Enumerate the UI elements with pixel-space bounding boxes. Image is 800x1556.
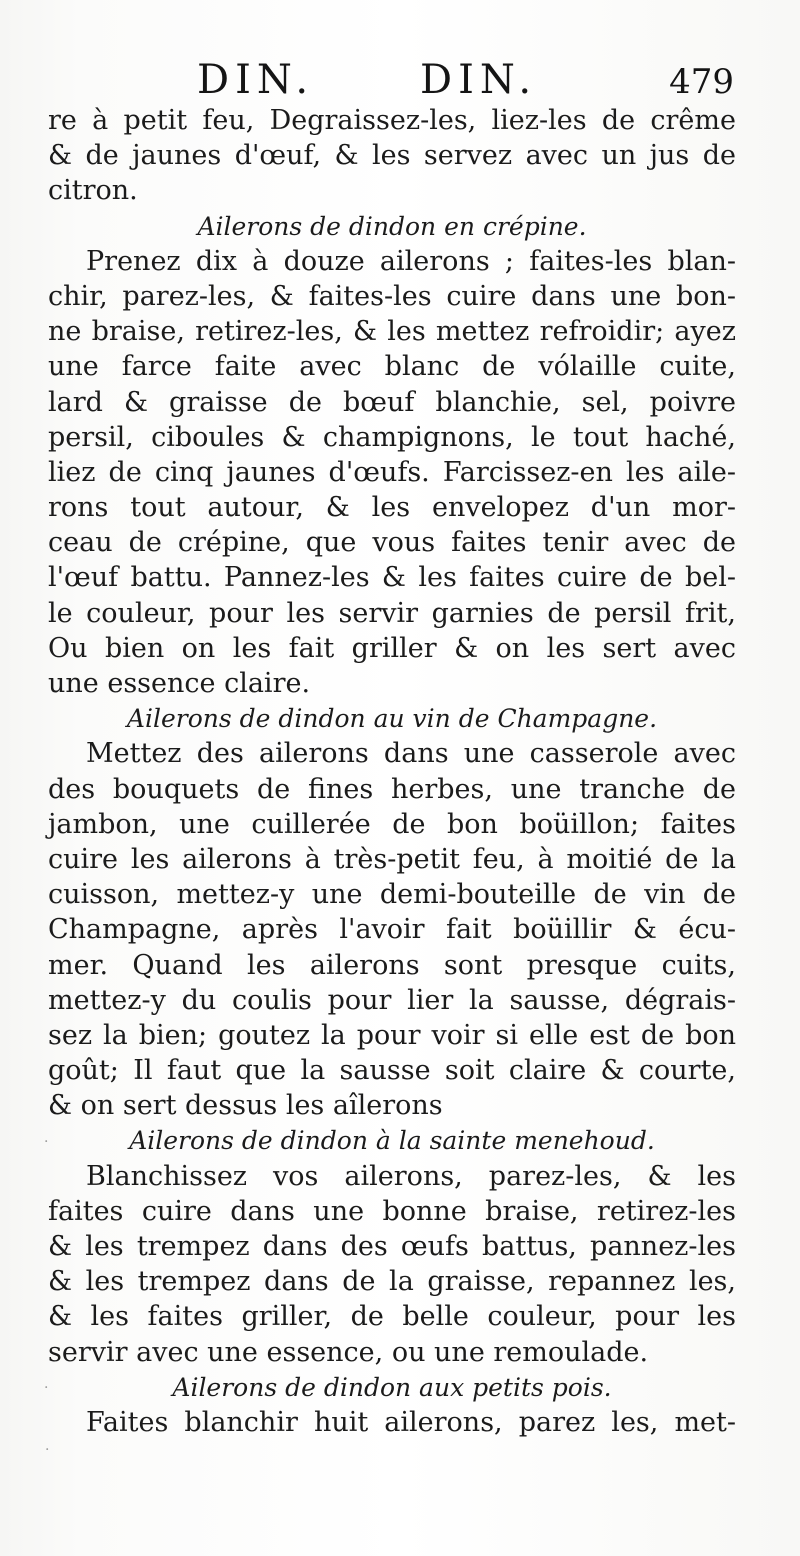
text-line: Champagne, après l'avoir fait boüillir & écu- bbox=[48, 914, 736, 946]
recipe-text bbox=[48, 103, 736, 1440]
running-head-right: DIN. bbox=[420, 57, 538, 103]
running-head-left: DIN. bbox=[197, 57, 315, 103]
recipe-heading: Ailerons de dindon aux petits pois. bbox=[172, 1372, 612, 1402]
text-line: goût; Il faut que la sausse soit claire & courte, bbox=[48, 1055, 736, 1087]
page-number: 479 bbox=[669, 62, 734, 102]
text-line: l'œuf battu. Pannez-les & les faites cuire de bel- bbox=[48, 562, 736, 594]
page-header bbox=[0, 52, 800, 108]
text-line: re à petit feu, Degraissez-les, liez-les de crême bbox=[48, 105, 736, 136]
text-line: ceau de crépine, que vous faites tenir avec de bbox=[48, 527, 736, 559]
recipe-heading: Ailerons de dindon à la sainte menehoud. bbox=[129, 1126, 655, 1156]
text-line: & on sert dessus les aîlerons bbox=[48, 1090, 443, 1122]
text-line: une farce faite avec blanc de vólaille cuite, bbox=[48, 351, 736, 383]
text-line: cuire les ailerons à très-petit feu, à moitié de la bbox=[48, 843, 736, 875]
text-line: servir avec une essence, ou une remoulade. bbox=[48, 1336, 649, 1368]
text-line: faites cuire dans une bonne braise, retirez-les bbox=[48, 1195, 736, 1227]
recipe-heading: Ailerons de dindon au vin de Champagne. bbox=[126, 704, 658, 734]
recipe-heading: Ailerons de dindon en crépine. bbox=[197, 211, 587, 241]
text-line: mettez-y du coulis pour lier la sausse, dégrais- bbox=[48, 984, 736, 1016]
text-line: chir, parez-les, & faites-les cuire dans une bon- bbox=[48, 280, 736, 312]
text-line: & les trempez dans de la graisse, repannez les, bbox=[48, 1266, 736, 1298]
margin-mark: · bbox=[44, 1134, 49, 1150]
text-line: & les faites griller, de belle couleur, pour les bbox=[48, 1301, 736, 1333]
text-line: cuisson, mettez-y une demi-bouteille de vin de bbox=[48, 879, 736, 911]
text-line: lard & graisse de bœuf blanchie, sel, poivre bbox=[48, 386, 736, 418]
text-line: sez la bien; goutez la pour voir si elle est de bon bbox=[48, 1019, 736, 1051]
text-line: liez de cinq jaunes d'œufs. Farcissez-en les aile- bbox=[48, 456, 736, 488]
text-line: citron. bbox=[48, 175, 138, 207]
text-line: & de jaunes d'œuf, & les servez avec un jus de bbox=[48, 140, 736, 172]
text-line: Ou bien on les fait griller & on les sert avec bbox=[48, 632, 736, 664]
text-line: rons tout autour, & les envelopez d'un mor- bbox=[48, 492, 736, 524]
text-line: Blanchissez vos ailerons, parez-les, & les bbox=[86, 1160, 736, 1192]
text-line: Prenez dix à douze ailerons ; faites-les blan- bbox=[86, 245, 736, 277]
text-line: des bouquets de fines herbes, une tranche de bbox=[48, 773, 736, 805]
text-line: Mettez des ailerons dans une casserole avec bbox=[86, 738, 736, 770]
margin-mark: · bbox=[45, 1442, 50, 1458]
text-line: ne braise, retirez-les, & les mettez refroidir; ayez bbox=[48, 316, 736, 348]
text-line: mer. Quand les ailerons sont presque cuits, bbox=[48, 949, 736, 981]
text-line: & les trempez dans des œufs battus, pannez-les bbox=[48, 1231, 736, 1262]
text-line: une essence claire. bbox=[48, 668, 311, 699]
text-line: Faites blanchir huit ailerons, parez les, met- bbox=[86, 1406, 736, 1438]
text-line: jambon, une cuillerée de bon boüillon; faites bbox=[48, 808, 736, 840]
margin-mark: · bbox=[44, 1380, 49, 1396]
text-line: persil, ciboules & champignons, le tout haché, bbox=[48, 421, 736, 453]
text-line: le couleur, pour les servir garnies de persil frit, bbox=[48, 597, 736, 629]
